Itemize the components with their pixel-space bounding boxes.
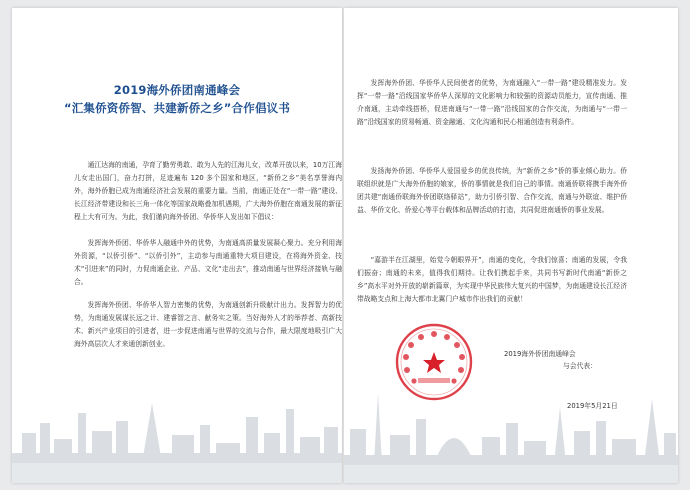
right-paragraph-3: “嘉游半在江湖里，始觉今朝眼界开”，南通的变化，令我们惊喜；南通的发展，令我们振奋；南通的未来，值得我们期待。让我们携起手来，共同书写新时代南通“新侨之乡”高水平对外开放的崭新篇章，为实现中华民族伟大复兴的中国梦，为南通建设长江经济带战略支点和上海大都市北翼门户城市作出我们的贡献！	[357, 256, 627, 303]
right-paragraph-1: 发挥海外侨团、华侨华人民间使者的优势，为南通融入“一带一路”建设精准发力。发挥“一带一路”沿线国家华侨华人深厚的文化影响力和较强的资源动员能力，宣传南通、推介南通，主动牵线搭桥，促进南通与“一带一路”沿线国家的合作交流，为南通与“一带一路”沿线国家的贸易畅通、资金融通、文化沟通和民心相通创造有利条件。	[357, 79, 627, 126]
city-skyline-illustration-right	[344, 363, 678, 483]
left-paragraph-2: 发挥海外侨团、华侨华人融通中外的优势，为南通高质量发展凝心聚力。充分利用海外资源，“以侨引侨”、“以侨引外”，主动参与南通重特大项目建设，在将海外资金、技术“引进来”的同时，力促南通企业、产品、文化“走出去”，推动南通与世界经济接轨与融合。	[74, 239, 342, 286]
right-paragraph-2: 发扬海外侨团、华侨华人爱国爱乡的优良传统，为“新侨之乡”侨的事业倾心助力。侨联组织就是广大海外侨胞的娘家，侨的事情就是我们自己的事情。南通侨联将携手海外侨团共建“南通侨联海外侨团联络驿站”，助力引侨引智、合作交流，南通与外联谊、维护侨益、华侨文化、侨爱心等平台载体和品牌活动的打造，共同促进南通侨的事业发展。	[357, 167, 627, 214]
city-skyline-illustration-left	[12, 363, 342, 483]
document-title-line2: “汇集侨资侨智、共建新侨之乡”合作倡议书	[63, 101, 291, 115]
left-paragraph-3: 发挥海外侨团、华侨华人智力密集的优势，为南通创新升级献计出力。发挥智力的优势，为南通发展谋长远之计、建睿智之言、献务实之策。当好海外人才的举荐者、高新技术、新兴产业项目的引进者，进一步促进南通与世界的交流与合作，最大限度地吸引广大海外高层次人才来通创新创业。	[74, 301, 342, 348]
left-paragraph-intro: 通江达海的南通，孕育了勤劳勇敢、敢为人先的江海儿女，改革开放以来，10万江海儿女走出国门，奋力打拼，足迹遍布 120 多个国家和地区，“新侨之乡”美名享誉海内外，海外侨胞已成为南通经济社会发展的重要力量。当前，南通正处在“一带一路”建设、长江经济带建设和长三角一体化等国家战略叠加机遇期，广大海外侨胞在南通发展的新征程上大有可为。为此，我们谨向海外侨团、华侨华人发出如下倡议：	[74, 161, 342, 221]
left-page	[12, 8, 342, 483]
signature-date: 2019年5月21日	[567, 402, 618, 410]
right-page	[344, 8, 678, 483]
signature-organization: 2019海外侨团南通峰会	[504, 350, 576, 358]
document-title-line1: 2019海外侨团南通峰会	[113, 83, 241, 97]
signature-representatives: 与会代表：	[563, 362, 597, 370]
